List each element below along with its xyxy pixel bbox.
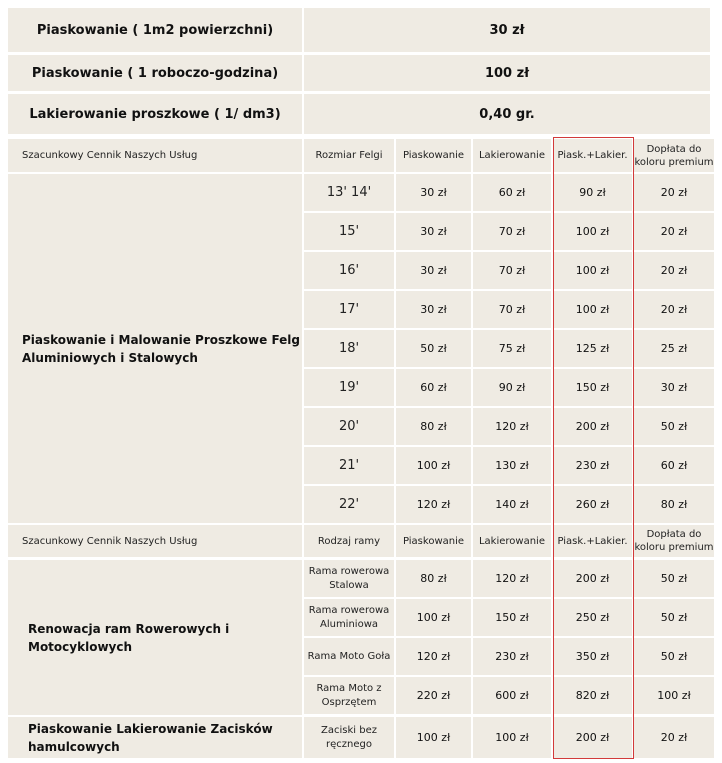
price-painting: 120 zł xyxy=(473,408,551,445)
price-painting: 120 zł xyxy=(473,560,551,597)
caliper-type: Zaciski bez ręcznego xyxy=(304,717,394,758)
price-combo: 200 zł xyxy=(553,717,632,758)
column-header: Lakierowanie xyxy=(473,525,551,557)
price-painting: 70 zł xyxy=(473,252,551,289)
price-sandblasting: 220 zł xyxy=(396,677,471,714)
column-header: Rodzaj ramy xyxy=(304,525,394,557)
price-sandblasting: 80 zł xyxy=(396,408,471,445)
price-premium: 20 zł xyxy=(634,174,714,211)
rim-size: 21' xyxy=(304,447,394,484)
rim-size: 13' 14' xyxy=(304,174,394,211)
price-premium: 100 zł xyxy=(634,677,714,714)
rim-size: 17' xyxy=(304,291,394,328)
summary-value: 100 zł xyxy=(304,55,710,91)
price-premium: 50 zł xyxy=(634,560,714,597)
rim-size: 16' xyxy=(304,252,394,289)
price-combo: 150 zł xyxy=(553,369,632,406)
column-header: Dopłata do koloru premium xyxy=(634,139,714,172)
price-combo: 820 zł xyxy=(553,677,632,714)
column-header: Rozmiar Felgi xyxy=(304,139,394,172)
price-premium: 20 zł xyxy=(634,291,714,328)
price-painting: 140 zł xyxy=(473,486,551,523)
price-premium: 80 zł xyxy=(634,486,714,523)
rim-size: 18' xyxy=(304,330,394,367)
summary-label: Lakierowanie proszkowe ( 1/ dm3) xyxy=(8,94,302,134)
price-premium: 50 zł xyxy=(634,408,714,445)
price-sandblasting: 100 zł xyxy=(396,599,471,636)
price-painting: 75 zł xyxy=(473,330,551,367)
frame-type: Rama rowerowa Stalowa xyxy=(304,560,394,597)
price-premium: 20 zł xyxy=(634,213,714,250)
price-painting: 230 zł xyxy=(473,638,551,675)
price-painting: 60 zł xyxy=(473,174,551,211)
column-header: Piask.+Lakier. xyxy=(553,525,632,557)
price-sandblasting: 120 zł xyxy=(396,486,471,523)
column-header: Piaskowanie xyxy=(396,525,471,557)
section-description: Piaskowanie Lakierowanie Zacisków hamulcowych xyxy=(8,717,302,758)
price-combo: 100 zł xyxy=(553,213,632,250)
price-sandblasting: 80 zł xyxy=(396,560,471,597)
price-painting: 70 zł xyxy=(473,291,551,328)
price-combo: 230 zł xyxy=(553,447,632,484)
summary-value: 0,40 gr. xyxy=(304,94,710,134)
price-sandblasting: 100 zł xyxy=(396,447,471,484)
price-painting: 100 zł xyxy=(473,717,551,758)
price-painting: 90 zł xyxy=(473,369,551,406)
rim-size: 15' xyxy=(304,213,394,250)
section-description: Renowacja ram Rowerowych i Motocyklowych xyxy=(8,560,302,715)
column-header: Lakierowanie xyxy=(473,139,551,172)
price-premium: 60 zł xyxy=(634,447,714,484)
rim-size: 19' xyxy=(304,369,394,406)
frame-type: Rama rowerowa Aluminiowa xyxy=(304,599,394,636)
column-header: Piaskowanie xyxy=(396,139,471,172)
section-description: Piaskowanie i Malowanie Proszkowe Felg Aluminiowych i Stalowych xyxy=(8,174,302,523)
price-sandblasting: 50 zł xyxy=(396,330,471,367)
column-header: Piask.+Lakier. xyxy=(553,139,632,172)
price-sandblasting: 30 zł xyxy=(396,252,471,289)
price-premium: 20 zł xyxy=(634,252,714,289)
price-premium: 25 zł xyxy=(634,330,714,367)
price-combo: 350 zł xyxy=(553,638,632,675)
summary-value: 30 zł xyxy=(304,8,710,52)
price-sandblasting: 30 zł xyxy=(396,174,471,211)
price-sandblasting: 30 zł xyxy=(396,291,471,328)
price-combo: 250 zł xyxy=(553,599,632,636)
price-painting: 150 zł xyxy=(473,599,551,636)
price-premium: 50 zł xyxy=(634,638,714,675)
summary-label: Piaskowanie ( 1 roboczo-godzina) xyxy=(8,55,302,91)
price-combo: 125 zł xyxy=(553,330,632,367)
summary-label: Piaskowanie ( 1m2 powierzchni) xyxy=(8,8,302,52)
price-combo: 100 zł xyxy=(553,252,632,289)
rim-size: 20' xyxy=(304,408,394,445)
price-painting: 130 zł xyxy=(473,447,551,484)
section-title: Szacunkowy Cennik Naszych Usług xyxy=(8,525,302,557)
price-sandblasting: 30 zł xyxy=(396,213,471,250)
price-combo: 90 zł xyxy=(553,174,632,211)
price-combo: 200 zł xyxy=(553,408,632,445)
price-premium: 20 zł xyxy=(634,717,714,758)
rim-size: 22' xyxy=(304,486,394,523)
section-title: Szacunkowy Cennik Naszych Usług xyxy=(8,139,302,172)
frame-type: Rama Moto z Osprzętem xyxy=(304,677,394,714)
price-painting: 600 zł xyxy=(473,677,551,714)
price-premium: 30 zł xyxy=(634,369,714,406)
price-premium: 50 zł xyxy=(634,599,714,636)
frame-type: Rama Moto Goła xyxy=(304,638,394,675)
price-painting: 70 zł xyxy=(473,213,551,250)
price-sandblasting: 100 zł xyxy=(396,717,471,758)
price-sandblasting: 60 zł xyxy=(396,369,471,406)
price-sandblasting: 120 zł xyxy=(396,638,471,675)
column-header: Dopłata do koloru premium xyxy=(634,525,714,557)
price-combo: 200 zł xyxy=(553,560,632,597)
price-combo: 260 zł xyxy=(553,486,632,523)
price-combo: 100 zł xyxy=(553,291,632,328)
